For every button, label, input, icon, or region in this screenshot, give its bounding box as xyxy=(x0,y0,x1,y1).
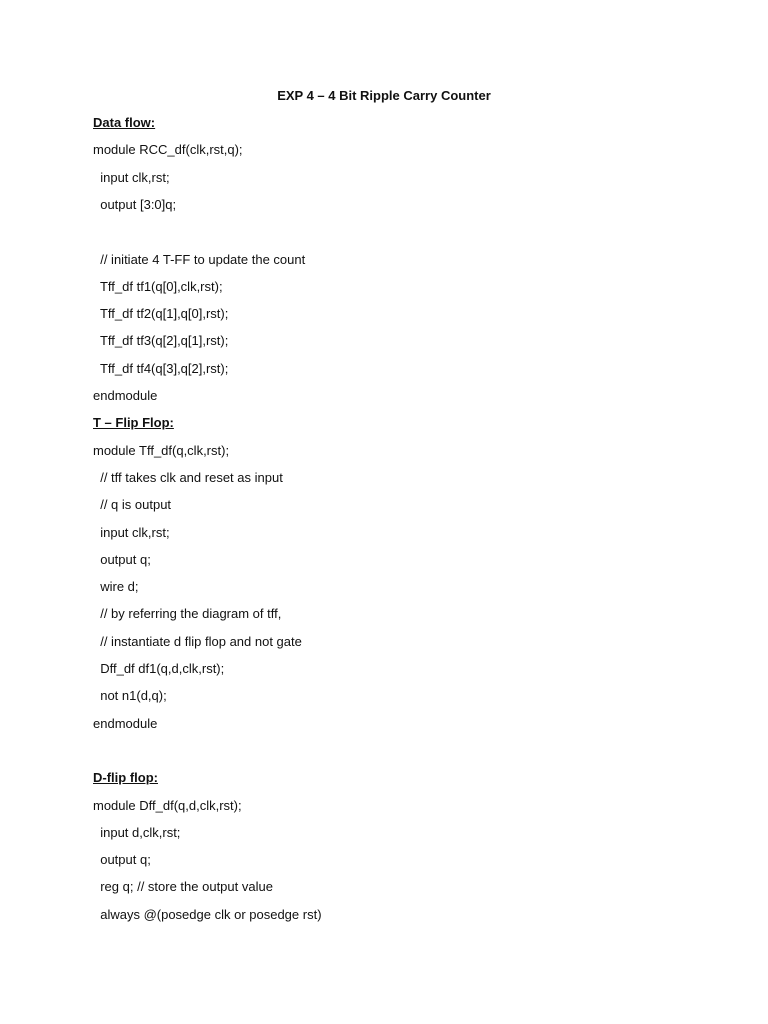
code-line: endmodule xyxy=(93,388,158,403)
code-comment-line: // instantiate d flip flop and not gate xyxy=(93,633,302,649)
code-line: Tff_df tf4(q[3],q[2],rst); xyxy=(93,360,229,376)
code-comment-line: // by referring the diagram of tff, xyxy=(93,606,282,622)
code-line: wire d; xyxy=(93,579,139,595)
code-line: module Tff_df(q,clk,rst); xyxy=(93,442,230,458)
code-line: reg q; // store the output value xyxy=(93,879,273,895)
code-line: endmodule xyxy=(93,715,158,731)
code-line: module RCC_df(clk,rst,q); xyxy=(93,142,243,158)
code-line: input d,clk,rst; xyxy=(93,824,181,840)
code-line: module Dff_df(q,d,clk,rst); xyxy=(93,797,242,813)
code-comment-line: // q is output xyxy=(93,497,172,513)
code-line: Tff_df tf1(q[0],clk,rst); xyxy=(93,278,223,294)
code-line: Tff_df tf2(q[1],q[0],rst); xyxy=(93,306,229,322)
code-comment-line: // tff takes clk and reset as input xyxy=(93,469,283,485)
code-line: always @(posedge clk or posedge rst) xyxy=(93,906,322,922)
code-line: Dff_df df1(q,d,clk,rst); xyxy=(93,661,225,676)
code-line: Tff_df tf3(q[2],q[1],rst); xyxy=(93,333,229,349)
section-heading: Data flow: xyxy=(93,115,156,130)
section-heading: D-flip flop: xyxy=(93,770,158,786)
code-line: output [3:0]q; xyxy=(93,196,177,212)
code-line: not n1(d,q); xyxy=(93,688,167,704)
code-line: input clk,rst; xyxy=(93,169,170,185)
document-title: EXP 4 – 4 Bit Ripple Carry Counter xyxy=(277,88,491,103)
section-heading: T – Flip Flop: xyxy=(93,415,174,431)
code-line: input clk,rst; xyxy=(93,524,170,540)
code-line: output q; xyxy=(93,551,151,567)
code-comment-line: // initiate 4 T-FF to update the count xyxy=(93,251,306,267)
code-line: output q; xyxy=(93,852,151,868)
